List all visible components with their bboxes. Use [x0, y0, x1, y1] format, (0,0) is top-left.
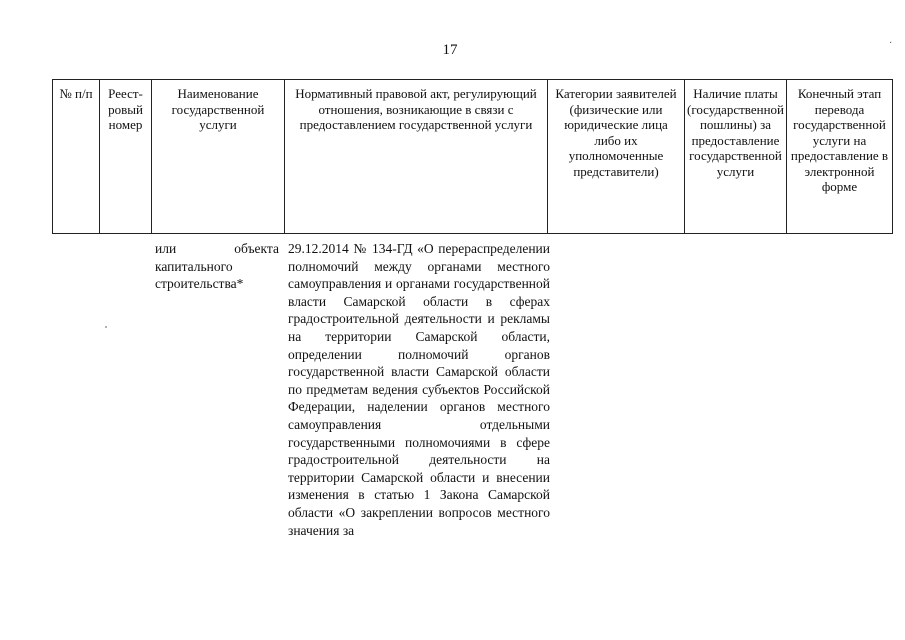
column-header-legal-act: Нормативный правовой акт, регулирующий отношения, возникающие в связи с предоставлением государственной услуги [285, 80, 548, 234]
services-table-header [52, 79, 893, 234]
scan-speck [105, 326, 107, 328]
corner-mark: · [889, 38, 893, 49]
column-header-electronic-stage: Конечный этап перевода государственной услуги на предоставление в электронной форме [786, 80, 892, 234]
service-name-continuation: или объекта капитального строительства* [155, 241, 279, 292]
column-header-service-name: Наименование государственной услуги [152, 80, 285, 234]
legal-act-continuation: 29.12.2014 № 134-ГД «О перераспределении полномочий между органами местного самоуправления и органами государственной власти Самарской области в сферах градостроительной деятельности и рекламы на территории Самарской области, определении полномочий органов государственной власти Самарской области по предметам ведения субъектов Российской Федерации, наделении органов местного самоуправления отдельными государственными полномочиями в сфере градостроительной деятельности на территории Самарской области и внесении изменения в статью 1 Закона Самарской области «О закреплении вопросов местного значения за [288, 241, 550, 538]
column-header-number: № п/п [53, 80, 100, 234]
column-header-registry-number: Реест-ровый номер [100, 80, 152, 234]
column-header-fee: Наличие платы (государственной пошлины) за предоставление государственной услуги [685, 80, 787, 234]
page-number: 17 [442, 42, 458, 58]
column-header-applicant-categories: Категории заявителей (физические или юридические лица либо их уполномоченные представители) [548, 80, 685, 234]
header-row [53, 80, 893, 234]
